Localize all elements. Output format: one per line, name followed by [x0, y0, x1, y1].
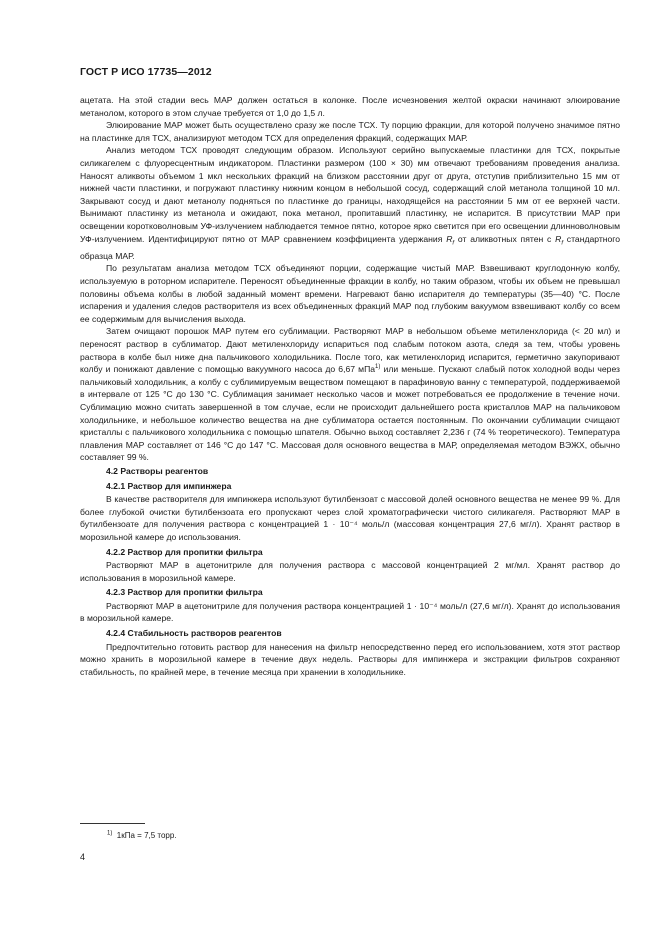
subsection-heading: 4.2.1 Раствор для импинжера [106, 480, 232, 491]
subsection-heading: 4.2.2 Раствор для пропитки фильтра [106, 546, 263, 557]
paragraph: Элюирование МАР может быть осуществлено сразу же после ТСХ. Ту порцию фракции, для которой получено значимое пятно на пластинке для ТСХ, анализируют методом ТСХ для определения фракций, содержащих МАР. [80, 120, 620, 143]
footnote-marker: 1) [107, 830, 113, 837]
paragraph-text: от аликвотных пятен с [457, 233, 552, 244]
paragraph: В качестве растворителя для импинжера используют бутилбензоат с массовой долей основного вещества не менее 99 %. Для более глубокой очистки бутилбензоата его пропускают через слой хроматографически чистого силикагеля. Растворяют МАР в бутилбензоате для получения раствора с концентрацией 1 · 10⁻⁴ моль/л (массовая концентрация 27,6 мг/л). Хранят раствор в морозильной камере до использования. [80, 494, 620, 542]
paragraph-text: Затем очищают порошок МАР путем его сублимации. Растворяют МАР в небольшом объеме метиленхлорида (< 20 мл) и переносят раствор в сублиматор. Дают метиленхлориду испариться под слабым потоком азота, следя за тем, чтобы уровень раствора в колбе был ниже дна пальчикового холодильника. После того, как метиленхлорид испарится, герметично закупоривают колбу и понижают давление с помощью вакуумного насоса до 6,67 мПа [80, 326, 620, 375]
footnote [107, 831, 177, 840]
document-body [80, 94, 620, 678]
paragraph: Растворяют МАР в ацетонитриле для получения раствора с массовой концентрацией 2 мг/мл. Хранят раствор до использования в морозильной камере. [80, 560, 620, 583]
paragraph: Растворяют МАР в ацетонитриле для получения раствора концентрацией 1 · 10⁻⁴ моль/л (27,6 мг/л). Хранят до использования в морозильной камере. [80, 600, 620, 624]
page-number: 4 [80, 852, 86, 862]
subsection-heading: 4.2.3 Раствор для пропитки фильтра [106, 587, 263, 598]
paragraph-text: стандартного образца МАР. [80, 233, 621, 261]
paragraph: Предпочтительно готовить раствор для нанесения на фильтр непосредственно перед его использованием, хотя этот раствор можно хранить в морозильной камере в течение двух недель. Растворы для импинжера и экстракции фильтров сохраняют стабильность, по крайней мере, в течение месяца при хранении в холодильнике. [80, 641, 620, 677]
paragraph-text: Анализ методом ТСХ проводят следующим образом. Используют серийно выпускаемые пластинки для ТСХ, покрытые силикагелем с флуоресцентным индикатором. Пластинки размером (100 × 30) мм отвечают требованиям проведения анализа. Наносят аликвоты объемом 1 мкл нескольких фракций на близком расстоянии друг от друга, отступив приблизительно 15 мм от нижней части пластинки, и погружают пластинку нижним концом в небольшой сосуд, содержащий слой метанола толщиной 10 мл. Закрывают сосуд и дают метанолу подняться по пластинке до границы, находящейся на расстоянии 5 мм от ее верхней части. Вынимают пластинку из метанола и ожидают, пока метанол, пропитавший пластинку, не испарится. В присутствии МАР при освещении коротковолновым УФ-излучением наблюдается темное пятно, которое ярко светится при его освещении длинноволновым УФ-излучением. Идентифицируют пятно от МАР сравнением коэффициента удержания [80, 145, 620, 244]
section-heading: 4.2 Растворы реагентов [106, 465, 209, 476]
paragraph: ацетата. На этой стадии весь МАР должен остаться в колонке. После исчезновения желтой окраски начинают элюирование метанолом, которого в этом случае требуется от 1,0 до 1,5 л. [80, 95, 620, 118]
rf-symbol: $R_f$ [555, 233, 563, 247]
footnote-ref: 1) [375, 364, 381, 371]
paragraph [80, 144, 620, 262]
document-header: ГОСТ Р ИСО 17735—2012 [80, 66, 212, 78]
footnote-divider [80, 823, 145, 824]
paragraph: По результатам анализа методом ТСХ объединяют порции, содержащие чистый МАР. Взвешивают круглодонную колбу, используемую в роторном испарителе. Переносят объединенные фракции в колбу, но таким образом, чтобы их объем не превышал половины объема колбы в любой заданный момент времени. Нагревают баню испарителя до температуры (35—40) °С. После испарения и удаления следов растворителя из всех объединенных фракций МАР под глубоким вакуумом взвешивают колбу со всем ее содержимым для вычисления выхода. [80, 263, 620, 324]
footnote-text: 1кПа = 7,5 торр. [116, 831, 177, 840]
subsection-heading: 4.2.4 Стабильность растворов реагентов [106, 628, 282, 639]
paragraph-text: или меньше. Пускают слабый поток холодной воды через пальчиковый холодильник, а колбу с сублимируемым веществом помещают в парафиновую ванну с температурой, поддерживаемой в интервале от 125 °С до 130 °С. Сублимация занимает несколько часов и может потребоваться ее продолжение в течение ночи. Сублимацию можно считать завершенной в том случае, если не происходит дальнейшего роста кристаллов МАР на пальчиковом холодильнике, и небольшое количество вещества на дне сублиматора остается постоянным. По окончании сублимации счищают кристаллы с пальчикового холодильника с помощью шпателя. Обычно выход составляет 2,236 г (74 % теоретического). Температура плавления МАР составляет от 146 °С до 147 °С. Массовая доля основного вещества в МАР, определяемая методом ВЭЖХ, обычно составляет 99 %. [80, 364, 620, 463]
paragraph [80, 325, 620, 464]
rf-symbol: $R_f$ [446, 233, 455, 247]
